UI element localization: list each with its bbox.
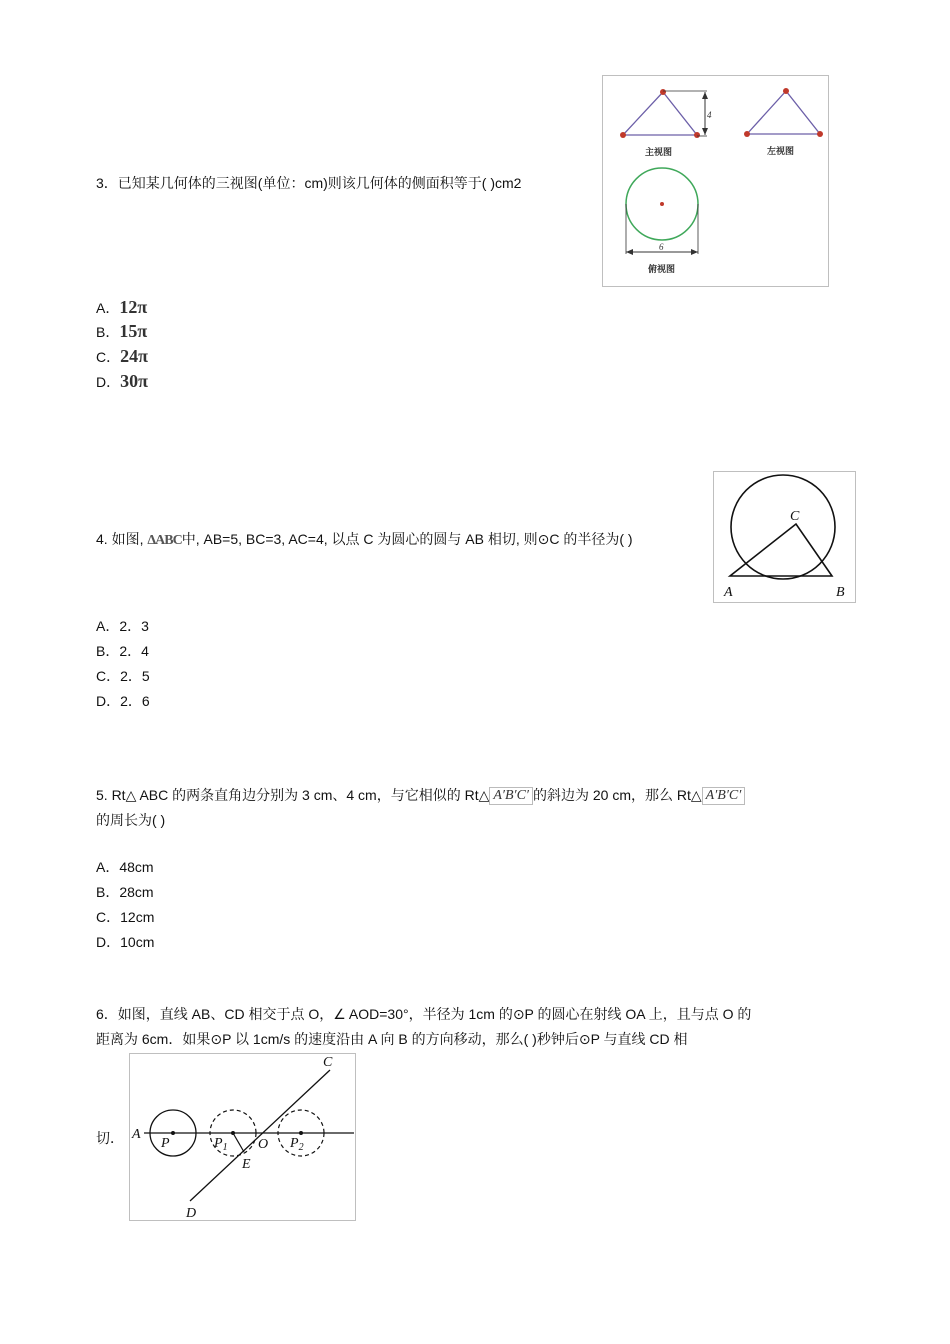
q3-option-a[interactable]: A．12π — [96, 297, 148, 317]
line-cd — [190, 1070, 330, 1201]
q6-label-p: P — [161, 1136, 170, 1151]
q5-triangle-symbol-1: A′B′C′ — [489, 787, 533, 805]
segment-p1-e — [233, 1133, 244, 1152]
q5-triangle-symbol-2: A′B′C′ — [702, 787, 746, 805]
q3-option-c[interactable]: C．24π — [96, 346, 148, 366]
q3-three-view-svg — [603, 76, 828, 286]
q6-label-a: A — [132, 1127, 141, 1142]
q6-label-d: D — [186, 1206, 197, 1220]
front-view-triangle — [623, 92, 697, 135]
front-view-right-vertex — [694, 132, 700, 138]
side-view-apex — [783, 88, 789, 94]
point-p2 — [299, 1131, 303, 1135]
q4-label-a: A — [724, 585, 733, 600]
q5-question-line1: 5. Rt△ ABC 的两条直角边分别为 3 cm、4 cm，与它相似的 Rt△ A′B′C′ 的斜边为 20 cm，那么 Rt△ A′B′C′ — [96, 786, 745, 805]
q6-label-e: E — [242, 1157, 251, 1172]
q5-option-b[interactable]: B．28cm — [96, 884, 154, 900]
q4-option-a[interactable]: A．2．3 — [96, 618, 149, 634]
front-view-label: 主视图 — [645, 148, 673, 158]
q4-question-text: 4. 如图, ΔABC中, AB=5, BC=3, AC=4, 以点 C 为圆心的圆与 AB 相切, 则⊙C 的半径为( ) — [96, 531, 633, 548]
q5-option-c[interactable]: C．12cm — [96, 909, 155, 925]
q3-option-d[interactable]: D．30π — [96, 371, 148, 391]
height-arrow-down-icon — [702, 128, 708, 135]
q6-label-p1: $P_1$ — [214, 1136, 228, 1153]
front-view-apex — [660, 89, 666, 95]
q6-label-p2: $P_2$ — [290, 1136, 304, 1153]
side-view-right-vertex — [817, 131, 823, 137]
q4-figure-svg — [714, 472, 855, 602]
q3-question-text: 3．已知某几何体的三视图(单位：cm)则该几何体的侧面积等于( )cm2 — [96, 175, 522, 191]
q4-option-d[interactable]: D．2．6 — [96, 693, 150, 709]
top-view-center — [660, 202, 664, 206]
height-mark-label: 4 — [707, 110, 712, 120]
point-p — [171, 1131, 175, 1135]
q6-label-c: C — [323, 1055, 333, 1070]
q3-option-b[interactable]: B．15π — [96, 321, 148, 341]
side-view-left-vertex — [744, 131, 750, 137]
q6-figure-svg — [130, 1054, 355, 1220]
front-view-left-vertex — [620, 132, 626, 138]
top-view-label: 俯视图 — [648, 265, 676, 275]
width-arrow-left-icon — [626, 249, 633, 255]
q6-question-line3: 切． — [96, 1130, 124, 1146]
q5-option-a[interactable]: A．48cm — [96, 859, 154, 875]
q4-option-b[interactable]: B．2．4 — [96, 643, 149, 659]
q4-figure — [713, 471, 856, 603]
side-view-label: 左视图 — [767, 147, 795, 157]
q4-triangle — [730, 524, 832, 576]
q5-option-d[interactable]: D．10cm — [96, 934, 155, 950]
q4-label-b: B — [836, 585, 845, 600]
q6-figure — [129, 1053, 356, 1221]
width-arrow-right-icon — [691, 249, 698, 255]
q6-label-o: O — [258, 1137, 269, 1152]
side-view-triangle — [747, 91, 820, 134]
q4-label-c: C — [790, 509, 800, 524]
q4-option-c[interactable]: C．2．5 — [96, 668, 150, 684]
q5-question-line2: 的周长为( ) — [96, 812, 166, 828]
width-mark-label: 6 — [659, 242, 664, 252]
q6-question-line1: 6．如图，直线 AB、CD 相交于点 O，∠ AOD=30°，半径为 1cm 的⊙P 的圆心在射线 OA 上，且与点 O 的 — [96, 1006, 752, 1022]
q3-three-view-figure — [602, 75, 829, 287]
height-arrow-up-icon — [702, 92, 708, 99]
q6-question-line2: 距离为 6cm．如果⊙P 以 1cm/s 的速度沿由 A 向 B 的方向移动，那么( )秒钟后⊙P 与直线 CD 相 — [96, 1031, 688, 1047]
triangle-abc-symbol: ΔABC — [147, 533, 182, 548]
